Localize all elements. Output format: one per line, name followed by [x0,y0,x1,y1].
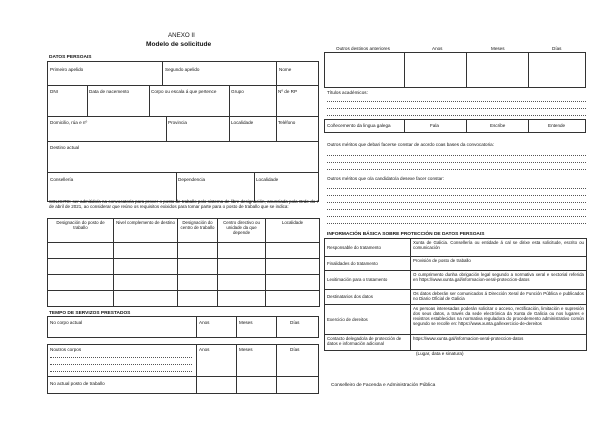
locality2-label: Localidade [256,177,279,182]
protection-label: Lexitimación para o tratamento [325,271,411,290]
days-label: Días [290,347,300,352]
page-title: Modelo de solicitude [146,41,212,48]
request-text: SOLICITO: ser admitido/a na convocatoria para prover o posto de traballo polo sistema de libre designación, anunciada pola Orde do 7 de abril de 2021, ao considerar que reúno os requisitos exixidos para tomar parte para o posto de traballo que se indica: [49,199,319,210]
table-row [48,291,320,307]
table-row [48,259,320,275]
days-label: Días [290,320,300,325]
table-row [325,257,587,271]
corps-label: Corpo ou escala á que pertence [151,89,217,94]
post-table-header: Designación do posto de traballo [48,219,114,243]
place-date-signature: (Lugar, data e sinatura) [416,351,464,356]
protection-table [324,238,587,351]
service-section-title: TEMPO DE SERVIZOS PRESTADOS [49,311,131,316]
protection-value: Provisión de posto de traballo [411,257,587,271]
table-row [325,290,587,305]
locality-label: Localidade [231,120,254,125]
rp-label: Nº de RP [278,89,298,94]
province-label: Provincia [168,120,187,125]
table-row [325,239,587,257]
protection-label: Destinatarios dos datos [325,290,411,305]
second-surname-label: Segundo apelido [165,67,200,72]
write-label: Escribe [490,123,506,128]
protection-value: https://www.xunta.gal/informacion-xeral-proteccion-datos [411,335,587,351]
years-label: Anos [199,320,210,325]
dependency-label: Dependencia [178,177,206,182]
merits-2-label: Outros méritos que o/a candidato/a desexe facer constar: [327,176,444,181]
phone-label: Teléfono [278,120,296,125]
post-table-header: Nivel complemento de destino [114,219,178,243]
table-row [325,271,587,290]
name-label: Nome [279,67,292,72]
protection-section-title: INFORMACIÓN BÁSICA SOBRE PROTECCIÓN DE DATOS PERSOAIS [327,232,485,237]
address-label: Domicilio, rúa e nº [50,120,88,125]
non-current-label: No actual posto de traballo [50,381,105,386]
protection-label: Finalidades do tratamento [325,257,411,271]
merits-1-label: Outros méritos que debari facerse constar de acordo coas bases da convocatoria: [327,142,494,147]
addressee: Conselleiro de Facenda e Administración Pública [331,383,436,388]
dni-label: DNI [50,89,58,94]
protection-label: Contacto delegado/a de protección de datos e información adicional [325,335,411,351]
post-table-header: Centro directivo ou unidade da que depende [218,219,266,243]
group-label: Grupo [231,89,244,94]
table-row [325,305,587,335]
table-row [325,335,587,351]
days-label: Días [552,46,562,51]
protection-value: Xunta de Galicia. Consellería ou entidade á cal se dirixe esta solicitude, escrito ou comunicación [411,239,587,257]
first-surname-label: Primeiro apelido [50,67,84,72]
table-row [48,243,320,259]
other-corps-box [47,344,319,394]
months-label: Meses [491,46,505,51]
department-label: Consellería [50,177,74,182]
months-label: Meses [239,347,253,352]
years-label: Anos [199,347,210,352]
protection-value: O cumprimento dunha obrigación legal segundo a normativa xeral e sectorial referida en https://www.xunta.gal/informacion-xeral-proteccion-datos [411,271,587,290]
speak-label: Fala [430,123,439,128]
protection-value: As persoas interesadas poderán solicitar o acceso, rectificación, limitación e supresión dos seus datos, a través da sede electrónica da Xunta de Galicia ou nos lugares e rexistros establecidos na normativa reguladora do procedemento administrativo común segundo se recolle en: https://www.xunta.gal/exercicio-de-dereitos [411,305,587,335]
annex-label: ANEXO II [168,32,195,39]
post-table-header: Designación do centro de traballo [178,219,218,243]
personal-section-title: DATOS PERSOAIS [49,55,92,60]
other-posts-label: Outros destinos anteriores [336,46,390,51]
table-row [48,275,320,291]
current-post-label: Destino actual [50,145,80,150]
protection-value: Os datos deberán ser comunicados á Dirección Xeral de Función Pública e publicados no Diario Oficial de Galicia [411,290,587,305]
galician-label: Coñecemento da lingua galega [327,123,391,128]
current-corps-box [47,316,319,338]
post-table [47,218,320,307]
birth-date-label: Data de nacemento [89,89,130,94]
academic-label: Títulos académicos: [327,90,368,95]
months-label: Meses [239,320,253,325]
years-label: Anos [432,46,443,51]
protection-label: Exercicio de dereitos [325,305,411,335]
protection-label: Responsable do tratamento [325,239,411,257]
understand-label: Entende [548,123,566,128]
previous-posts-box [324,52,586,88]
other-corps-label: Noutros corpos [50,347,82,352]
post-table-header: Localidade [266,219,320,243]
current-corps-label: No corpo actual [50,320,83,325]
